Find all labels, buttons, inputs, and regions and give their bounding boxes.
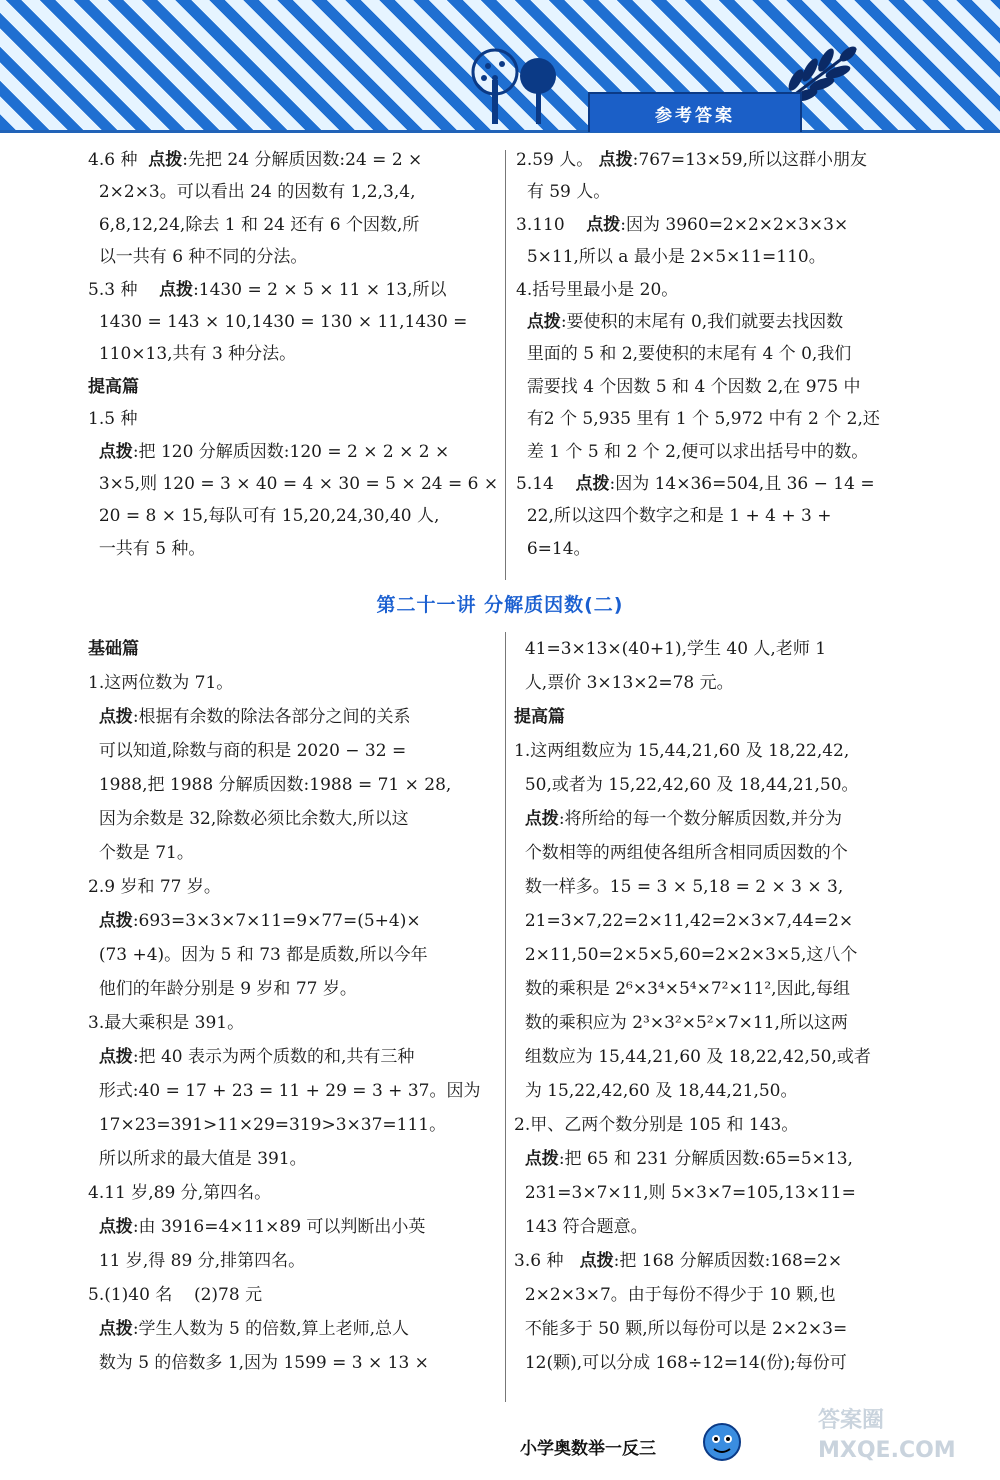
indent	[516, 377, 527, 397]
line-text: 12(颗),可以分成 168÷12=14(份);每份可	[524, 1353, 847, 1373]
text-line	[514, 1176, 871, 1210]
text-line	[514, 1074, 871, 1108]
text-line	[514, 700, 871, 734]
line-text: 不能多于 50 颗,所以每份可以是 2×2×3=	[524, 1319, 848, 1339]
line-text: 5.3 种	[88, 279, 160, 300]
line-text: :因为 3960=2×2×2×3×3×	[620, 214, 849, 235]
keyword-label: 基础篇	[88, 639, 139, 659]
text-line	[514, 1244, 871, 1278]
line-text: 因为余数是 32,除数必须比余数大,所以这	[98, 809, 409, 829]
text-line	[514, 768, 871, 802]
text-line	[516, 209, 936, 241]
line-text	[516, 312, 527, 332]
indent	[516, 539, 527, 559]
line-text: 21=3×7,22=2×11,42=2×3×7,44=2×	[524, 911, 854, 931]
indent	[514, 945, 525, 965]
line-text: 110×13,共有 3 种分法。	[98, 344, 297, 365]
line-text: 2.59 人。	[516, 150, 599, 170]
text-line	[88, 972, 480, 1006]
text-line	[514, 972, 871, 1006]
watermark-logo	[818, 1406, 998, 1466]
text-line	[88, 870, 480, 904]
line-text: :将所给的每一个数分解质因数,并分为	[558, 809, 842, 829]
header-banner	[0, 0, 1000, 133]
keyword-label: 提高篇	[514, 707, 565, 727]
line-text	[514, 809, 525, 829]
text-line	[88, 1312, 480, 1346]
indent	[514, 1013, 525, 1033]
keyword-label: 点拨	[524, 809, 559, 829]
indent	[516, 409, 527, 429]
line-text: 3.最大乘积是 391。	[88, 1013, 245, 1033]
indent	[88, 843, 99, 863]
line-text: 以一共有 6 种不同的分法。	[98, 247, 308, 268]
line-text: 差 1 个 5 和 2 个 2,便可以求出括号中的数。	[526, 441, 869, 462]
indent	[88, 539, 99, 559]
line-text: 2×11,50=2×5×5,60=2×2×3×5,这八个	[524, 945, 858, 965]
line-text: 4.6 种	[88, 150, 149, 170]
text-line	[516, 371, 936, 403]
line-text	[88, 1047, 99, 1067]
text-line	[88, 338, 498, 370]
text-line	[88, 904, 480, 938]
text-line	[516, 338, 936, 370]
indent	[514, 877, 525, 897]
line-text: 4.括号里最小是 20。	[516, 279, 679, 300]
line-text: 4.11 岁,89 分,第四名。	[88, 1183, 272, 1203]
indent	[88, 1251, 99, 1271]
watermark-text: 答案圈 MXQE.COM	[818, 1408, 956, 1463]
indent	[88, 1115, 99, 1135]
text-line	[514, 904, 871, 938]
line-text: :把 65 和 231 分解质因数:65=5×13,	[558, 1149, 853, 1169]
text-line	[514, 1210, 871, 1244]
line-text	[88, 911, 99, 931]
indent	[88, 474, 99, 494]
line-text: 50,或者为 15,22,42,60 及 18,44,21,50。	[524, 775, 859, 795]
line-text	[88, 1319, 99, 1339]
keyword-label: 点拨	[526, 312, 561, 333]
line-text: (73 +4)。因为 5 和 73 都是质数,所以今年	[98, 945, 428, 965]
line-text: 组数应为 15,44,21,60 及 18,22,42,50,或者	[524, 1047, 871, 1067]
line-text: 231=3×7×11,则 5×3×7=105,13×11=	[524, 1183, 856, 1203]
line-text: :把 168 分解质因数:168=2×	[613, 1251, 843, 1271]
line-text	[88, 1217, 99, 1237]
line-text: :把 120 分解质因数:120 = 2 × 2 × 2 ×	[132, 441, 450, 462]
line-text: 2.9 岁和 77 岁。	[88, 877, 221, 897]
section1-left-column	[88, 144, 498, 565]
line-text: 3.110	[516, 214, 587, 235]
indent	[514, 1217, 525, 1237]
line-text: 所以所求的最大值是 391。	[98, 1149, 307, 1169]
line-text: 11 岁,得 89 分,排第四名。	[98, 1251, 306, 1271]
text-line	[88, 1108, 480, 1142]
indent	[514, 639, 525, 659]
line-text: 1.这两组数应为 15,44,21,60 及 18,22,42,	[514, 741, 850, 761]
line-text: 他们的年龄分别是 9 岁和 77 岁。	[98, 979, 357, 999]
text-line	[514, 1006, 871, 1040]
line-text	[88, 707, 99, 727]
text-line	[88, 500, 498, 532]
column-divider-bottom	[505, 632, 506, 1402]
line-text: 1.这两位数为 71。	[88, 673, 234, 693]
text-line	[88, 836, 480, 870]
line-text: 22,所以这四个数字之和是 1 + 4 + 3 +	[526, 506, 832, 527]
text-line	[514, 802, 871, 836]
section2-left-column	[88, 632, 480, 1380]
indent	[88, 506, 99, 526]
text-line	[514, 938, 871, 972]
indent	[516, 344, 527, 364]
keyword-label: 点拨	[98, 1319, 133, 1339]
text-line	[514, 1142, 871, 1176]
keyword-label: 点拨	[98, 911, 133, 931]
text-line	[88, 371, 498, 403]
line-text: :767=13×59,所以这群小朋友	[632, 150, 868, 170]
text-line	[514, 1312, 871, 1346]
keyword-label: 点拨	[579, 1251, 614, 1271]
line-text: :根据有余数的除法各部分之间的关系	[132, 707, 411, 727]
text-line	[516, 468, 936, 500]
text-line	[514, 1040, 871, 1074]
text-line	[88, 241, 498, 273]
text-line	[88, 1176, 480, 1210]
text-line	[88, 1040, 480, 1074]
book-title: 小学奥数举一反三	[520, 1439, 656, 1459]
text-line	[88, 1210, 480, 1244]
tree-icon	[462, 44, 572, 124]
line-text: 3.6 种	[514, 1251, 580, 1271]
line-text: :693=3×3×7×11=9×77=(5+4)×	[132, 911, 421, 931]
line-text: 1.5 种	[88, 409, 138, 430]
indent	[514, 1319, 525, 1339]
indent	[88, 1353, 99, 1373]
indent	[514, 673, 525, 693]
text-line	[88, 274, 498, 306]
indent	[516, 182, 527, 202]
text-line	[516, 403, 936, 435]
text-line	[88, 306, 498, 338]
text-line	[88, 1346, 480, 1380]
line-text: 3×5,则 120 = 3 × 40 = 4 × 30 = 5 × 24 = 6 ×	[98, 474, 499, 495]
line-text: 143 符合题意。	[524, 1217, 648, 1237]
line-text: 1988,把 1988 分解质因数:1988 = 71 × 28,	[98, 775, 452, 795]
text-line	[514, 734, 871, 768]
indent	[88, 979, 99, 999]
keyword-label: 点拨	[98, 1217, 133, 1237]
text-line	[88, 1142, 480, 1176]
section-title: 第二十一讲 分解质因数(二)	[376, 594, 624, 616]
indent	[88, 1081, 99, 1101]
line-text: 41=3×13×(40+1),学生 40 人,老师 1	[524, 639, 827, 659]
text-line	[88, 734, 480, 768]
line-text: 人,票价 3×13×2=78 元。	[524, 673, 734, 693]
indent	[514, 1183, 525, 1203]
indent	[514, 1081, 525, 1101]
text-line	[88, 938, 480, 972]
indent	[514, 775, 525, 795]
text-line	[516, 241, 936, 273]
text-line	[88, 666, 480, 700]
keyword-label: 点拨	[159, 279, 194, 300]
line-text: 有 59 人。	[526, 182, 611, 203]
line-text: :要使积的末尾有 0,我们就要去找因数	[560, 312, 844, 333]
keyword-label: 点拨	[148, 150, 183, 170]
keyword-label: 点拨	[98, 1047, 133, 1067]
line-text: 个数相等的两组使各组所含相同质因数的个	[524, 843, 848, 863]
text-line	[514, 1346, 871, 1380]
indent	[88, 312, 99, 332]
indent	[88, 741, 99, 761]
line-text: 2.甲、乙两个数分别是 105 和 143。	[514, 1115, 799, 1135]
text-line	[516, 274, 936, 306]
text-line	[516, 144, 936, 176]
text-line	[88, 144, 498, 176]
column-divider-top	[505, 150, 506, 580]
text-line	[88, 1278, 480, 1312]
line-text: 6=14。	[526, 538, 591, 559]
line-text: 数的乘积是 2⁶×3⁴×5⁴×7²×11²,因此,每组	[524, 979, 850, 999]
line-text: 5×11,所以 a 最小是 2×5×11=110。	[526, 247, 826, 268]
indent	[514, 843, 525, 863]
text-line	[514, 1278, 871, 1312]
section2-right-column	[514, 632, 871, 1380]
line-text: 17×23=391>11×29=319>3×37=111。	[98, 1115, 447, 1135]
text-line	[88, 1074, 480, 1108]
text-line	[516, 306, 936, 338]
text-line	[88, 176, 498, 208]
answer-badge: 参考答案	[588, 92, 802, 132]
line-text: 20 = 8 × 15,每队可有 15,20,24,30,40 人,	[98, 506, 440, 527]
text-line	[514, 870, 871, 904]
text-line	[88, 209, 498, 241]
keyword-label: 点拨	[524, 1149, 559, 1169]
text-line	[516, 533, 936, 565]
text-line	[88, 700, 480, 734]
line-text: 为 15,22,42,60 及 18,44,21,50。	[524, 1081, 798, 1101]
keyword-label: 点拨	[575, 474, 610, 495]
indent	[516, 506, 527, 526]
line-text: 5.(1)40 名 (2)78 元	[88, 1285, 263, 1305]
line-text: :先把 24 分解质因数:24 = 2 ×	[182, 150, 423, 170]
line-text: 可以知道,除数与商的积是 2020 − 32 =	[98, 741, 407, 761]
line-text: :因为 14×36=504,且 36 − 14 =	[609, 474, 875, 495]
text-line	[88, 1244, 480, 1278]
line-text: 数为 5 的倍数多 1,因为 1599 = 3 × 13 ×	[98, 1353, 429, 1373]
line-text: :由 3916=4×11×89 可以判断出小英	[132, 1217, 426, 1237]
line-text: 需要找 4 个因数 5 和 4 个因数 2,在 975 中	[526, 376, 861, 397]
text-line	[516, 176, 936, 208]
text-line	[88, 468, 498, 500]
indent	[88, 344, 99, 364]
line-text: 里面的 5 和 2,要使积的末尾有 4 个 0,我们	[526, 344, 852, 365]
indent	[514, 1047, 525, 1067]
indent	[514, 911, 525, 931]
line-text: 一共有 5 种。	[98, 538, 206, 559]
text-line	[88, 632, 480, 666]
text-line	[514, 666, 871, 700]
line-text: 有2 个 5,935 里有 1 个 5,972 中有 2 个 2,还	[526, 409, 880, 430]
text-line	[88, 533, 498, 565]
indent	[514, 1353, 525, 1373]
indent	[88, 215, 99, 235]
section1-right-column	[516, 144, 936, 565]
text-line	[514, 1108, 871, 1142]
indent	[88, 247, 99, 267]
line-text: 形式:40 = 17 + 23 = 11 + 29 = 3 + 37。因为	[98, 1081, 481, 1101]
line-text: 数的乘积应为 2³×3²×5²×7×11,所以这两	[524, 1013, 848, 1033]
line-text: :学生人数为 5 的倍数,算上老师,总人	[132, 1319, 409, 1339]
line-text	[88, 442, 99, 462]
text-line	[88, 768, 480, 802]
keyword-label: 点拨	[598, 150, 633, 170]
indent	[88, 945, 99, 965]
line-text	[514, 1149, 525, 1169]
text-line	[514, 836, 871, 870]
indent	[88, 182, 99, 202]
indent	[88, 1149, 99, 1169]
indent	[88, 775, 99, 795]
line-text: :1430 = 2 × 5 × 11 × 13,所以	[193, 279, 447, 300]
text-line	[516, 436, 936, 468]
keyword-label: 点拨	[98, 441, 133, 462]
line-text: :把 40 表示为两个质数的和,共有三种	[132, 1047, 415, 1067]
text-line	[516, 500, 936, 532]
keyword-label: 点拨	[98, 707, 133, 727]
line-text: 2×2×3。可以看出 24 的因数有 1,2,3,4,	[98, 182, 416, 203]
indent	[514, 979, 525, 999]
line-text: 1430 = 143 × 10,1430 = 130 × 11,1430 =	[98, 312, 468, 333]
text-line	[88, 802, 480, 836]
text-line	[88, 436, 498, 468]
line-text: 数一样多。15 = 3 × 5,18 = 2 × 3 × 3,	[524, 877, 844, 897]
keyword-label: 提高篇	[88, 376, 139, 397]
indent	[514, 1285, 525, 1305]
text-line	[88, 403, 498, 435]
line-text: 5.14	[516, 474, 576, 495]
indent	[88, 809, 99, 829]
text-line	[514, 632, 871, 666]
text-line	[88, 1006, 480, 1040]
line-text: 个数是 71。	[98, 843, 194, 863]
indent	[516, 442, 527, 462]
mascot-icon	[700, 1420, 744, 1464]
line-text: 2×2×3×7。由于每份不得少于 10 颗,也	[524, 1285, 836, 1305]
line-text: 6,8,12,24,除去 1 和 24 还有 6 个因数,所	[98, 214, 420, 235]
indent	[516, 247, 527, 267]
keyword-label: 点拨	[586, 214, 621, 235]
